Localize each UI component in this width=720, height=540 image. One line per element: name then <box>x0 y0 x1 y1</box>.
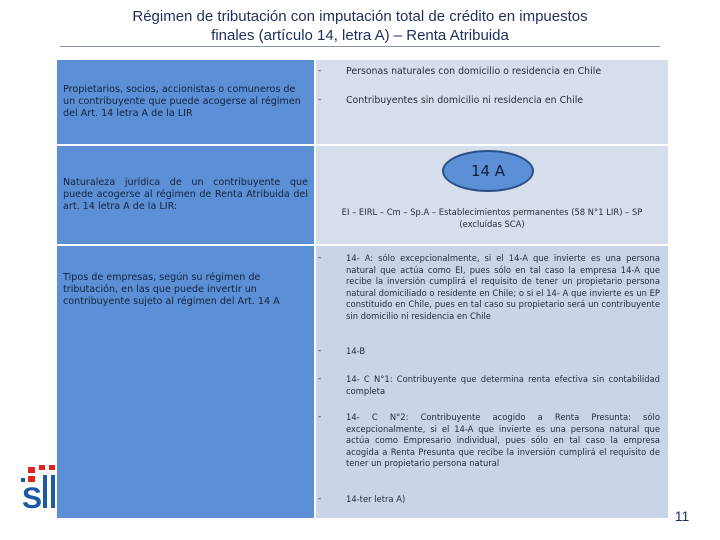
owners-label: Propietarios, socios, accionistas o comuneros de un contribuyente que puede acogerse al régimen del Art. 14 letra A de la LIR <box>63 84 301 119</box>
owner-type-text: Contribuyentes sin domicilio ni residencia en Chile <box>346 95 584 106</box>
owners-label-cell <box>57 60 314 144</box>
company-type-text: 14- C N°2: Contribuyente acogido a Renta Presunta: sólo excepcionalmente, si el 14-A que invierte es una persona natural que actúa como Empresario individual, pues sólo en tal caso la empresa acogida a Renta Presunta que recibe la inversión cumplirá el requisito de tener un propietario persona natural <box>346 412 660 468</box>
legal-forms-text: EI – EIRL – Cm – Sp.A – Establecimientos permanentes (58 N°1 LIR) – SP (excluídas SCA) <box>341 207 643 229</box>
company-type-text: 14- C N°1: Contribuyente que determina renta efectiva sin contabilidad completa <box>346 374 660 396</box>
page-number: 11 <box>674 508 690 524</box>
bullet-dash: - <box>318 412 322 422</box>
bullet-dash: - <box>318 66 322 76</box>
company-type-text: 14- A: sólo excepcionalmente, si el 14-A que invierte es una persona natural que actúa como EI, pues sólo en tal caso la empresa 14-A que recibe la inversión cumplirá el requisito de tener un propietario persona natural domiciliado o residente en Chile; o si el 14- A que invierte es un EP constituido en Chile, pues en tal caso su propietario será un contribuyente sin domicilio ni residencia en Chile <box>346 253 660 321</box>
regime-14a-badge <box>442 150 534 192</box>
slide-title <box>60 7 660 45</box>
legal-nature-label: Naturaleza jurídica de un contribuyente que puede acogerse al régimen de Renta Atribuida del art. 14 letra A de la LIR: <box>63 177 308 212</box>
bullet-dash: - <box>318 374 322 384</box>
slide-title-line2: finales (artículo 14, letra A) – Renta Atribuida <box>211 27 509 44</box>
regime-14a-label: 14 A <box>470 162 506 180</box>
company-types-label-cell <box>57 246 314 518</box>
bullet-dash: - <box>318 346 322 356</box>
svg-text:S: S <box>22 482 43 514</box>
sii-logo <box>18 462 62 514</box>
slide-title-line1: Régimen de tributación con imputación total de crédito en impuestos <box>132 8 588 25</box>
bullet-dash: - <box>318 494 322 504</box>
title-divider <box>60 46 660 47</box>
owner-type-text: Personas naturales con domicilio o residencia en Chile <box>346 66 602 77</box>
company-type-text: 14-B <box>346 346 366 356</box>
bullet-dash: - <box>318 253 322 263</box>
company-types-cell <box>316 246 668 518</box>
company-type-text: 14-ter letra A) <box>346 494 406 504</box>
legal-nature-label-cell <box>57 146 314 244</box>
bullet-dash: - <box>318 95 322 105</box>
owners-types-cell <box>316 60 668 144</box>
company-types-label: Tipos de empresas, según su régimen de tributación, en las que puede invertir un contribuyente sujeto al régimen del Art. 14 A <box>63 272 280 307</box>
